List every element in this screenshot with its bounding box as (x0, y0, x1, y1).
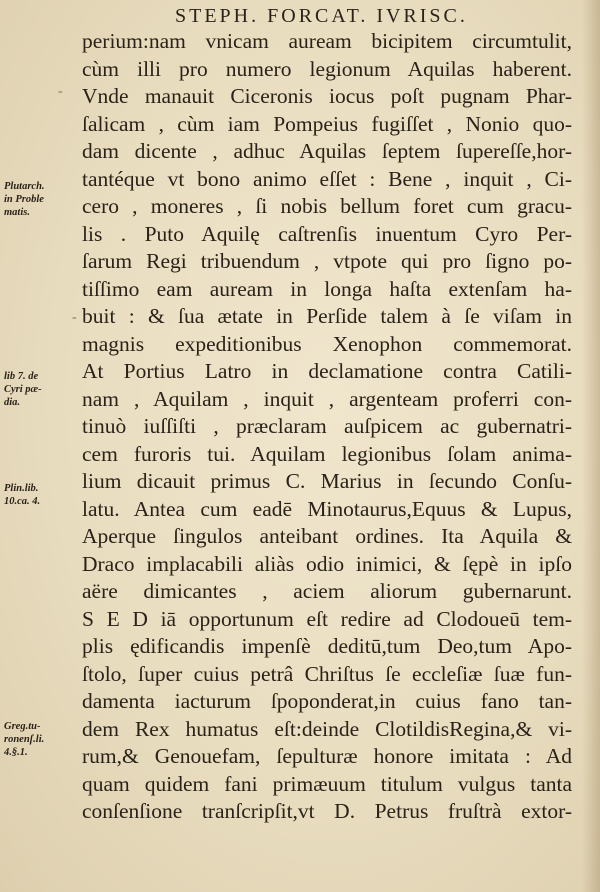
text-line: cem furoris tui. Aquilam legionibus ſolam anima- (82, 441, 572, 466)
text-line: cero , moneres , ſi nobis bellum foret cum gracu- (82, 194, 572, 218)
text-line: aëre dimicantes , aciem aliorum gubernarunt. (82, 579, 572, 603)
margin-note-xenophon (4, 370, 80, 409)
text-line: Draco implacabili aliàs odio inimici, & ſępè in ipſo (82, 551, 572, 576)
text-line: latu. Antea cum eadē Minotaurus,Equus & Lupus, (82, 496, 572, 521)
running-head: STEPH. FORCAT. IVRISC. (175, 5, 468, 27)
text-line: magnis expeditionibus Xenophon commemorat. (82, 331, 572, 356)
text-line: tiſſimo eam auream in longa haſta extenſam ha- (82, 276, 572, 301)
margin-note-line: in Proble (4, 194, 44, 205)
text-line: dam dicente , adhuc Aquilas ſeptem ſupereſſe,hor- (82, 139, 572, 163)
text-line: tinuò iuſſiſti , præclaram auſpicem ac gubernatri- (82, 414, 572, 438)
margin-note-line: matis. (4, 207, 30, 218)
margin-note-line: Plutarch. (4, 181, 45, 192)
text-line: At Portius Latro in declamatione contra Catili- (82, 359, 572, 383)
text-line: plis ędificandis impenſè deditū,tum Deo,tum Apo- (82, 634, 572, 658)
text-line: S E D iā opportunum eſt redire ad Clodoueū tem- (82, 606, 572, 631)
margin-note-line: ronenſ.li. (4, 734, 45, 745)
margin-note-line: Greg.tu- (4, 721, 41, 732)
text-line: tantéque vt bono animo eſſet : Bene , inquit , Ci- (82, 166, 572, 191)
text-line: conſenſione tranſcripſit,vt D. Petrus fruſtrà extor- (82, 799, 572, 823)
text-line: damenta iacturum ſpoponderat,in cuius fano tan- (82, 689, 572, 713)
text-line: ſalicam , cùm iam Pompeius fugiſſet , Nonio quo- (82, 111, 572, 136)
margin-note-line: Plin.lib. (4, 483, 39, 494)
text-line: quam quidem fani primæuum titulum vulgus tanta (82, 771, 572, 796)
text-line: Vnde manauit Ciceronis iocus poſt pugnam Phar- (82, 84, 572, 108)
margin-note-pliny (4, 482, 80, 508)
margin-note-plutarch (4, 180, 80, 219)
margin-note-line: 4.§.1. (4, 747, 28, 758)
text-line: buit : & ſua ætate in Perſide talem à ſe viſam in (82, 304, 572, 328)
margin-dash-mark: - (72, 310, 77, 325)
text-line: ſtolo, ſuper cuius petrâ Chriſtus ſe eccleſiæ ſuæ fun- (82, 661, 572, 686)
margin-dash-mark: - (58, 84, 63, 99)
text-line: cùm illi pro numero legionum Aquilas haberent. (82, 56, 572, 81)
margin-note-line: lib 7. de (4, 371, 39, 382)
margin-note-line: 10.ca. 4. (4, 496, 41, 507)
text-line: rum,& Genouefam, ſepulturæ honore imitata : Ad (82, 744, 572, 768)
margin-note-line: dia. (4, 397, 21, 408)
text-line: lis . Puto Aquilę caſtrenſis inuentum Cyro Per- (82, 221, 572, 246)
text-line: nam , Aquilam , inquit , argenteam proferri con- (82, 386, 572, 411)
text-line: dem Rex humatus eſt:deinde ClotildisRegina,& vi- (82, 716, 572, 741)
margin-note-gregory (4, 720, 80, 759)
text-line: perium:nam vnicam auream bicipitem circumtulit, (82, 29, 572, 53)
margin-note-line: Cyri pæ- (4, 384, 42, 395)
text-line: ſarum Regi tribuendum , vtpote qui pro ſigno po- (82, 249, 572, 273)
text-line: lium dicauit primus C. Marius in ſecundo Conſu- (82, 469, 572, 493)
text-line: Aperque ſingulos anteibant ordines. Ita Aquila & (82, 524, 572, 548)
